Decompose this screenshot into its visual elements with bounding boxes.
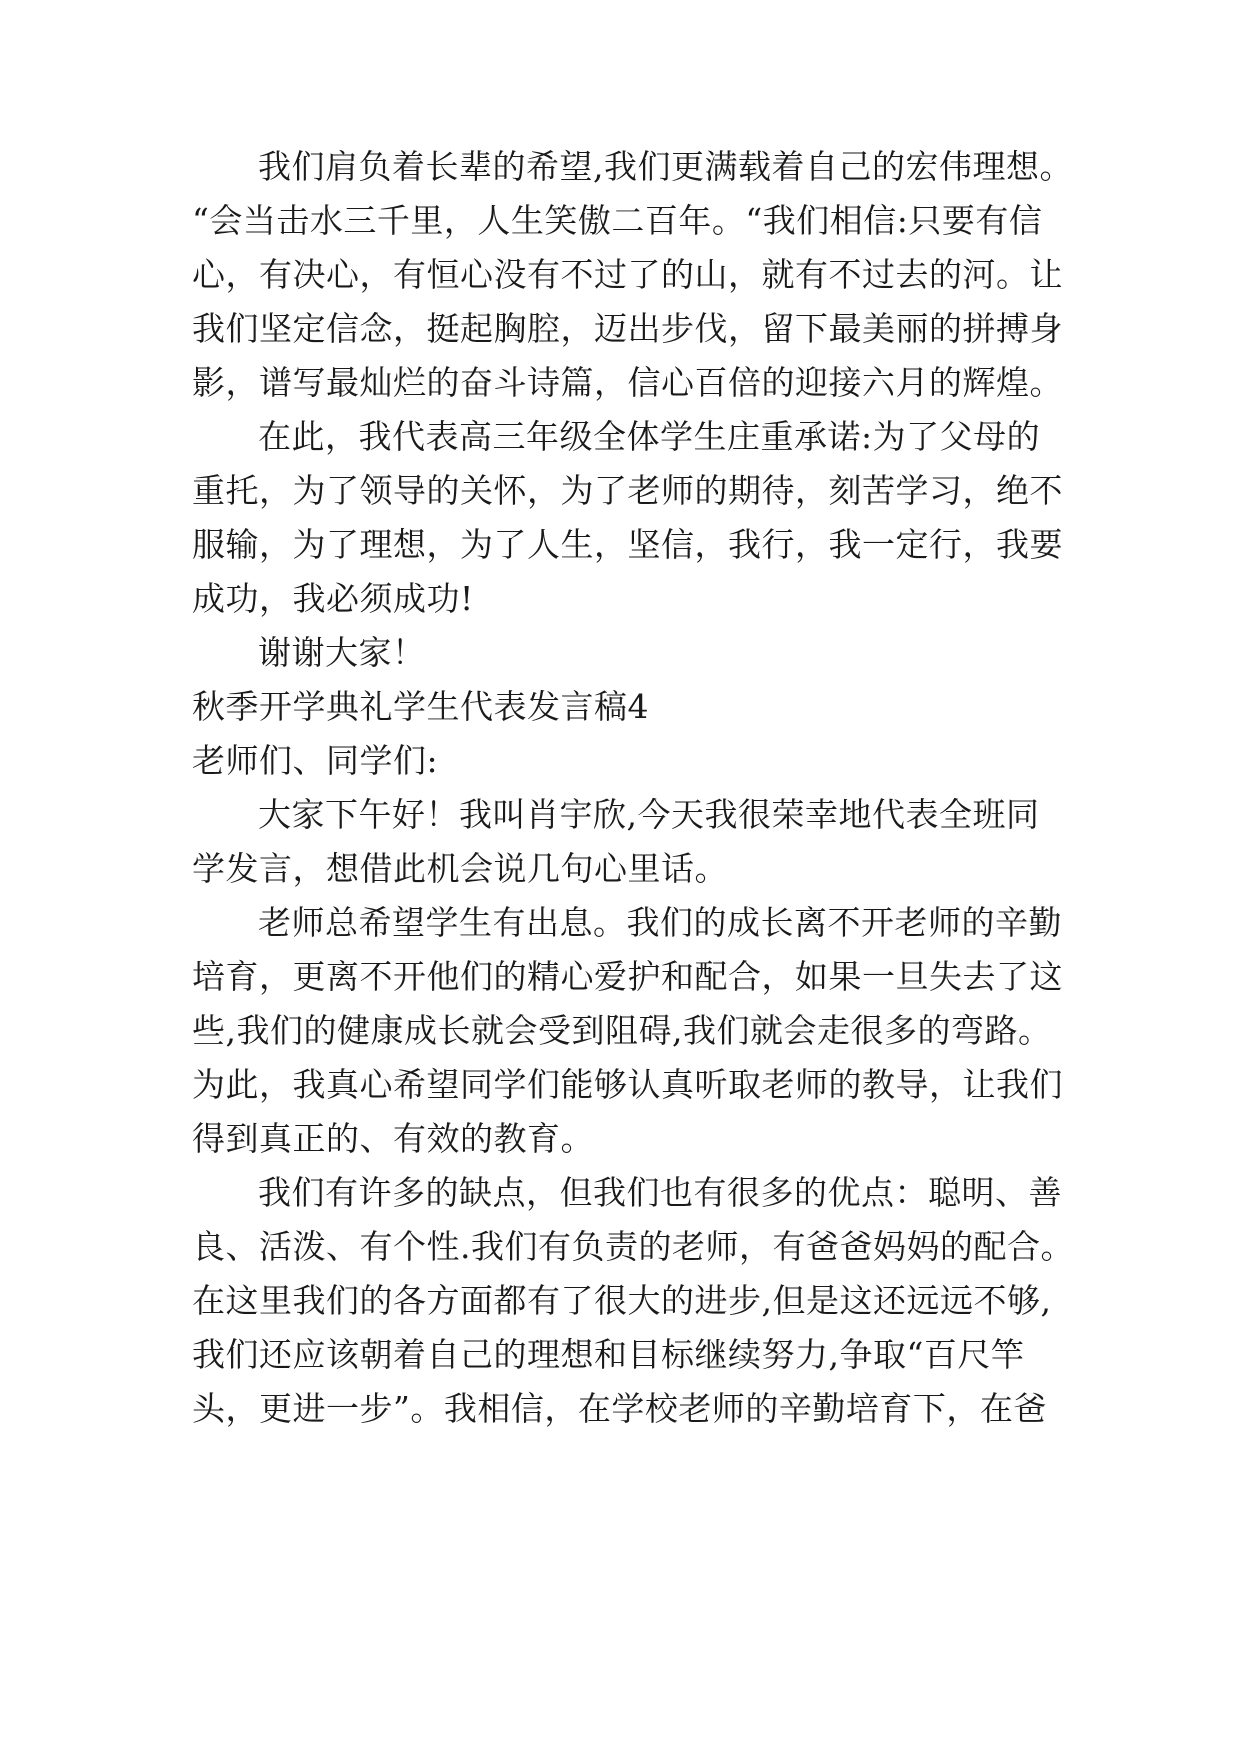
paragraph-line: 大家下午好！我叫肖宇欣,今天我很荣幸地代表全班同 <box>258 795 1040 834</box>
paragraph-line: 我们还应该朝着自己的理想和目标继续努力,争取“百尺竿 <box>192 1335 1025 1374</box>
paragraph-line: 得到真正的、有效的教育。 <box>192 1119 594 1158</box>
paragraph-line: 在此，我代表高三年级全体学生庄重承诺:为了父母的 <box>258 417 1041 456</box>
paragraph-line: 良、活泼、有个性.我们有负责的老师，有爸爸妈妈的配合。 <box>192 1227 1074 1266</box>
paragraph-line: 我们坚定信念，挺起胸腔，迈出步伐，留下最美丽的拼搏身 <box>192 309 1063 348</box>
paragraph-line: 成功，我必须成功! <box>192 579 474 618</box>
section-title: 秋季开学典礼学生代表发言稿4 <box>192 687 649 726</box>
paragraph-line: 学发言，想借此机会说几句心里话。 <box>192 849 728 888</box>
paragraph-line: 我们肩负着长辈的希望,我们更满载着自己的宏伟理想。 <box>258 147 1073 186</box>
salutation: 老师们、同学们: <box>192 741 439 780</box>
paragraph-line: 心，有决心，有恒心没有不过了的山，就有不过去的河。让 <box>192 255 1063 294</box>
paragraph-line: 头，更进一步”。我相信，在学校老师的辛勤培育下，在爸 <box>192 1389 1047 1428</box>
paragraph-line: 培育，更离不开他们的精心爱护和配合，如果一旦失去了这 <box>192 957 1063 996</box>
closing-line: 谢谢大家！ <box>258 633 426 672</box>
paragraph-line: “会当击水三千里，人生笑傲二百年。“我们相信:只要有信 <box>192 201 1043 240</box>
paragraph-line: 些,我们的健康成长就会受到阻碍,我们就会走很多的弯路。 <box>192 1011 1052 1050</box>
paragraph-line: 影，谱写最灿烂的奋斗诗篇，信心百倍的迎接六月的辉煌。 <box>192 363 1063 402</box>
paragraph-line: 重托，为了领导的关怀，为了老师的期待，刻苦学习，绝不 <box>192 471 1063 510</box>
paragraph-line: 在这里我们的各方面都有了很大的进步,但是这还远远不够, <box>192 1281 1052 1320</box>
paragraph-line: 为此，我真心希望同学们能够认真听取老师的教导，让我们 <box>192 1065 1063 1104</box>
paragraph-line: 老师总希望学生有出息。我们的成长离不开老师的辛勤 <box>258 903 1062 942</box>
paragraph-line: 我们有许多的缺点，但我们也有很多的优点：聪明、善 <box>258 1173 1062 1212</box>
paragraph-line: 服输，为了理想，为了人生，坚信，我行，我一定行，我要 <box>192 525 1063 564</box>
